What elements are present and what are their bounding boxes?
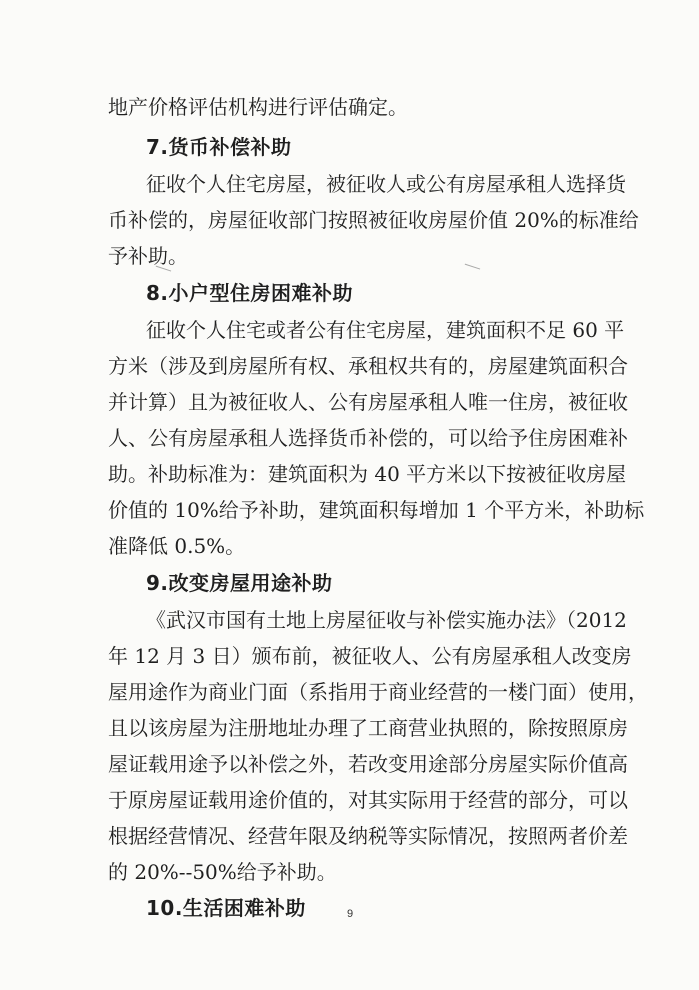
text-line: 准降低 0.5%。 xyxy=(108,534,246,558)
text-line: 地产价格评估机构进行评估确定。 xyxy=(108,95,408,119)
section-heading: 9.改变房屋用途补助 xyxy=(146,571,333,595)
text-line: 的 20%--50%给予补助。 xyxy=(108,860,337,884)
text-line: 并计算）且为被征收人、公有房屋承租人唯一住房，被征收 xyxy=(108,390,628,414)
text-line: 《武汉市国有土地上房屋征收与补偿实施办法》（2012 xyxy=(146,608,627,632)
text-line: 人、公有房屋承租人选择货币补偿的，可以给予住房困难补 xyxy=(108,426,628,450)
text-line: 根据经营情况、经营年限及纳税等实际情况，按照两者价差 xyxy=(108,824,628,848)
section-heading: 8.小户型住房困难补助 xyxy=(146,281,354,305)
text-line: 予补助。 xyxy=(108,244,188,268)
text-line: 屋用途作为商业门面（系指用于商业经营的一楼门面）使用， xyxy=(108,680,648,704)
text-line: 征收个人住宅或者公有住宅房屋，建筑面积不足 60 平 xyxy=(146,318,625,342)
text-line: 币补偿的，房屋征收部门按照被征收房屋价值 20%的标准给 xyxy=(108,208,639,232)
text-line: 屋证载用途予以补偿之外，若改变用途部分房屋实际价值高 xyxy=(108,752,628,776)
section-heading: 7.货币补偿补助 xyxy=(146,135,292,159)
text-line: 年 12 月 3 日）颁布前，被征收人、公有房屋承租人改变房 xyxy=(108,644,632,668)
text-line: 征收个人住宅房屋，被征收人或公有房屋承租人选择货 xyxy=(146,172,626,196)
section-heading: 10.生活困难补助 xyxy=(146,896,306,920)
text-line: 助。补助标准为：建筑面积为 40 平方米以下按被征收房屋 xyxy=(108,462,627,486)
text-line: 方米（涉及到房屋所有权、承租权共有的，房屋建筑面积合 xyxy=(108,354,628,378)
page-number: 9 xyxy=(346,908,354,920)
text-line: 且以该房屋为注册地址办理了工商营业执照的，除按照原房 xyxy=(108,716,628,740)
text-line: 价值的 10%给予补助，建筑面积每增加 1 个平方米，补助标 xyxy=(108,498,645,522)
text-line: 于原房屋证载用途价值的，对其实际用于经营的部分，可以 xyxy=(108,788,628,812)
